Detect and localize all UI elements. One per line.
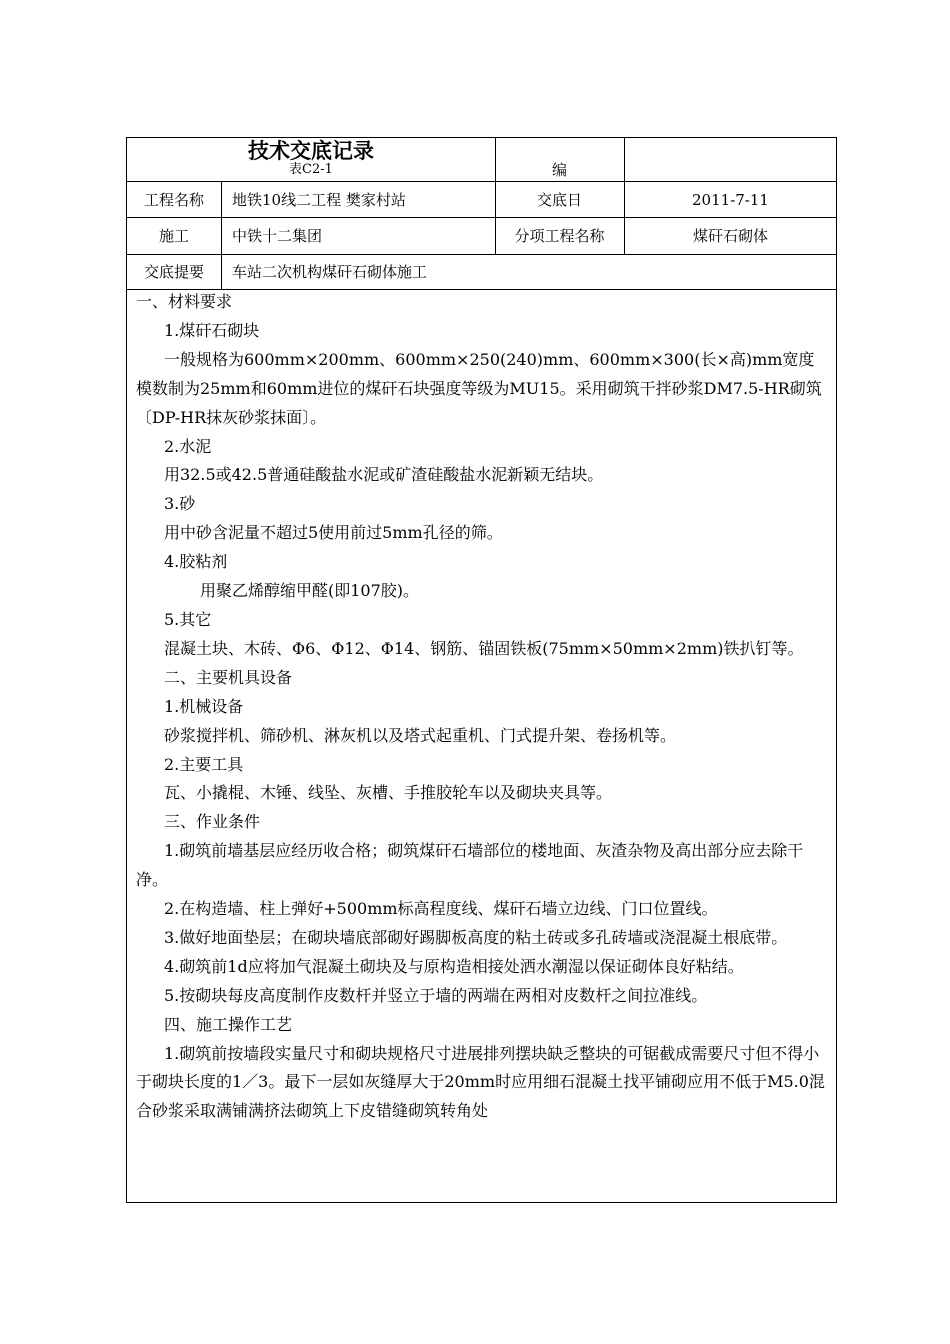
content-paragraph: 瓦、小撬棍、木锤、线坠、灰槽、手推胶轮车以及砌块夹具等。 <box>164 783 613 803</box>
subsection-heading: 1.机械设备 <box>164 696 244 716</box>
content-paragraph: 4.砌筑前1d应将加气混凝土砌块及与原构造相接处洒水潮湿以保证砌体良好粘结。 <box>164 956 744 976</box>
content-paragraph: 1.砌筑前墙基层应经历收合格；砌筑煤矸石墙部位的楼地面、灰渣杂物及高出部分应去除干净。 <box>136 841 804 890</box>
content-paragraph: 用32.5或42.5普通硅酸盐水泥或矿渣硅酸盐水泥新颖无结块。 <box>164 465 604 485</box>
summary-value: 车站二次机构煤矸石砌体施工 <box>232 263 428 281</box>
column-divider <box>221 181 222 290</box>
section-heading: 三、作业条件 <box>164 812 261 832</box>
section-heading: 一、材料要求 <box>136 292 233 311</box>
form-title: 技术交底记录 <box>248 139 374 163</box>
row-divider <box>127 217 836 218</box>
project-value: 地铁10线二工程 樊家村站 <box>232 191 406 209</box>
section-heading: 四、施工操作工艺 <box>164 1014 293 1034</box>
content-paragraph: 一般规格为600mm×200mm、600mm×250(240)mm、600mm×300(长×高)mm宽度模数制为25mm和60mm进位的煤矸石块强度等级为MU15。采用砌筑干拌砂浆DM7.5-HR砌筑〔DP-HR抹灰砂浆抹面〕。 <box>136 349 822 427</box>
disclosure-content <box>136 288 830 1126</box>
content-paragraph: 3.做好地面垫层；在砌块墙底部砌好踢脚板高度的粘土砖或多孔砖墙或浇混凝土根底带。 <box>164 927 788 947</box>
subitem-value: 煤矸石砌体 <box>692 227 768 245</box>
subsection-heading: 5.其它 <box>164 609 212 629</box>
row-divider <box>127 254 836 255</box>
code-label: 编 <box>551 161 567 179</box>
date-label: 交底日 <box>536 191 582 209</box>
content-paragraph: 砂浆搅拌机、筛砂机、淋灰机以及塔式起重机、门式提升架、卷扬机等。 <box>164 725 677 745</box>
subsection-heading: 3.砂 <box>164 494 196 514</box>
subsection-heading: 2.主要工具 <box>164 754 244 774</box>
content-paragraph: 用中砂含泥量不超过5使用前过5mm孔径的筛。 <box>164 523 503 543</box>
subsection-heading: 4.胶粘剂 <box>164 552 228 572</box>
subsection-heading: 1.煤矸石砌块 <box>164 320 260 340</box>
section-heading: 二、主要机具设备 <box>164 667 293 687</box>
project-label: 工程名称 <box>143 191 204 209</box>
contractor-label: 施工 <box>158 227 189 245</box>
contractor-value: 中铁十二集团 <box>232 227 323 245</box>
date-value: 2011-7-11 <box>692 191 769 209</box>
summary-label: 交底提要 <box>143 263 204 281</box>
content-paragraph: 2.在构造墙、柱上弹好+500mm标高程度线、煤矸石墙立边线、门口位置线。 <box>164 899 718 919</box>
content-paragraph: 5.按砌块每皮高度制作皮数杆并竖立于墙的两端在两相对皮数杆之间拉准线。 <box>164 985 708 1005</box>
content-paragraph: 混凝土块、木砖、Φ6、Φ12、Φ14、钢筋、锚固铁板(75mm×50mm×2mm)铁扒钉等。 <box>164 638 804 658</box>
subitem-label: 分项工程名称 <box>514 227 605 245</box>
technical-disclosure-form <box>126 137 837 1203</box>
subsection-heading: 2.水泥 <box>164 436 212 456</box>
form-code: 表C2-1 <box>289 162 333 177</box>
row-divider <box>127 181 836 182</box>
content-paragraph: 1.砌筑前按墙段实量尺寸和砌块规格尺寸进展排列摆块缺乏整块的可锯截成需要尺寸但不得小于砌块长度的1／3。最下一层如灰缝厚大于20mm时应用细石混凝土找平铺砌应用不低于M5.0混合砂浆采取满铺满挤法砌筑上下皮错缝砌筑转角处 <box>136 1043 825 1121</box>
content-paragraph: 用聚乙烯醇缩甲醛(即107胶)。 <box>200 581 420 601</box>
